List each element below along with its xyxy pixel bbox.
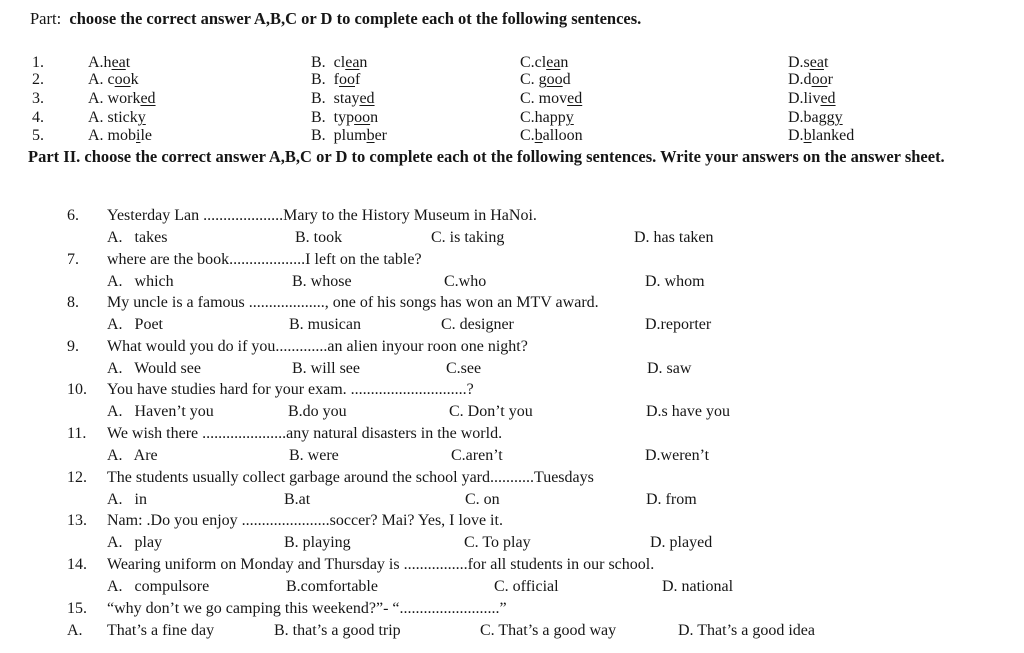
- question-14: [0, 554, 1024, 576]
- option-a: A. Are: [107, 447, 158, 464]
- option-a: A. Would see: [107, 360, 201, 377]
- question-number: 10.: [67, 381, 87, 398]
- option-a: A. play: [107, 534, 163, 551]
- question-13-options: [0, 532, 1024, 554]
- option-a: A. Poet: [107, 316, 163, 333]
- option-d: D.weren’t: [645, 447, 710, 464]
- question-number: 13.: [67, 512, 87, 529]
- option-c: C. on: [465, 491, 500, 508]
- question-number: 14.: [67, 556, 87, 573]
- option-b: B. plumber: [311, 127, 387, 144]
- option-b: B. typoon: [311, 109, 379, 126]
- option-c: C.happy: [520, 109, 574, 126]
- option-d: D.reporter: [645, 316, 712, 333]
- option-b: B. stayed: [311, 90, 375, 107]
- option-a: A. Haven’t you: [107, 403, 214, 420]
- question-text: We wish there .....................any natural disasters in the world.: [107, 425, 503, 442]
- option-c: C. good: [520, 71, 571, 88]
- part1-title: [30, 9, 641, 29]
- question-text: My uncle is a famous ..................., one of his songs has won an MTV award.: [107, 294, 599, 311]
- part1-question-4: [0, 108, 1024, 127]
- question-6: [0, 205, 1024, 227]
- option-c: C. designer: [441, 316, 514, 333]
- option-d: D.seat: [788, 54, 829, 71]
- question-number: 9.: [67, 338, 79, 355]
- question-text: You have studies hard for your exam. .............................?: [107, 381, 474, 398]
- option-c: C. is taking: [431, 229, 505, 246]
- option-d: D.s have you: [646, 403, 730, 420]
- question-number: 5.: [32, 127, 44, 144]
- question-number: 8.: [67, 294, 79, 311]
- part1-title-text: choose the correct answer A,B,C or D to complete each ot the following sentences.: [69, 9, 642, 28]
- option-d: D. played: [650, 534, 713, 551]
- question-number: 4.: [32, 109, 44, 126]
- question-10-options: [0, 401, 1024, 423]
- option-c: C. That’s a good way: [480, 622, 617, 639]
- question-7: [0, 249, 1024, 271]
- option-b: B. foof: [311, 71, 361, 88]
- option-d: D. saw: [647, 360, 692, 377]
- option-d: D. national: [662, 578, 734, 595]
- option-a: A. takes: [107, 229, 168, 246]
- option-a: That’s a fine day: [107, 622, 215, 639]
- option-a: A. cook: [88, 71, 139, 88]
- question-text: The students usually collect garbage around the school yard...........Tuesdays: [107, 469, 594, 486]
- question-11: [0, 423, 1024, 445]
- option-b: B. were: [289, 447, 339, 464]
- option-b: B. took: [295, 229, 343, 246]
- question-text: What would you do if you.............an alien inyour roon one night?: [107, 338, 528, 355]
- question-15-options: [0, 620, 1024, 642]
- option-c: C.balloon: [520, 127, 583, 144]
- option-d: D.lived: [788, 90, 836, 107]
- option-a: A.heat: [88, 54, 131, 71]
- option-a: A. mobile: [88, 127, 152, 144]
- question-number: 2.: [32, 71, 44, 88]
- question-9-options: [0, 358, 1024, 380]
- question-11-options: [0, 445, 1024, 467]
- question-text: Wearing uniform on Monday and Thursday is ................for all students in our school.: [107, 556, 655, 573]
- part1-question-2: [0, 70, 1024, 89]
- question-number: 3.: [32, 90, 44, 107]
- option-c: C.who: [444, 273, 487, 290]
- question-8-options: [0, 314, 1024, 336]
- option-c: C. To play: [464, 534, 531, 551]
- question-text: where are the book...................I left on the table?: [107, 251, 422, 268]
- option-a: A. sticky: [88, 109, 146, 126]
- option-a: A. which: [107, 273, 174, 290]
- question-12-options: [0, 489, 1024, 511]
- question-9: [0, 336, 1024, 358]
- question-8: [0, 292, 1024, 314]
- part1-title-prefix: Part:: [30, 9, 62, 28]
- option-c: C.clean: [520, 54, 569, 71]
- option-b: B.do you: [288, 403, 347, 420]
- question-number: 1.: [32, 54, 44, 71]
- option-c: C.see: [446, 360, 482, 377]
- option-d: D.baggy: [788, 109, 843, 126]
- question-text: Nam: .Do you enjoy ......................soccer? Mai? Yes, I love it.: [107, 512, 503, 529]
- question-number: 6.: [67, 207, 79, 224]
- option-b: B. musican: [289, 316, 361, 333]
- part1-question-5: [0, 126, 1024, 145]
- option-d: D.door: [788, 71, 833, 88]
- option-d: D. That’s a good idea: [678, 622, 816, 639]
- option-a-letter: A.: [67, 622, 83, 639]
- option-c: C. moved: [520, 90, 583, 107]
- question-14-options: [0, 576, 1024, 598]
- option-b: B. whose: [292, 273, 352, 290]
- question-number: 15.: [67, 600, 87, 617]
- part1-question-3: [0, 89, 1024, 108]
- question-number: 12.: [67, 469, 87, 486]
- option-d: D. has taken: [634, 229, 714, 246]
- option-c: C. Don’t you: [449, 403, 533, 420]
- option-b: B. playing: [284, 534, 351, 551]
- option-b: B. clean: [311, 54, 368, 71]
- option-c: C. official: [494, 578, 559, 595]
- option-d: D. whom: [645, 273, 705, 290]
- question-15: [0, 598, 1024, 620]
- option-a: A. worked: [88, 90, 156, 107]
- option-a: A. compulsore: [107, 578, 210, 595]
- option-c: C.aren’t: [451, 447, 503, 464]
- question-7-options: [0, 271, 1024, 293]
- question-text: “why don’t we go camping this weekend?”- “.........................”: [107, 600, 507, 617]
- option-d: D. from: [646, 491, 697, 508]
- question-number: 11.: [67, 425, 87, 442]
- question-13: [0, 510, 1024, 532]
- option-a: A. in: [107, 491, 147, 508]
- option-b: B.comfortable: [286, 578, 378, 595]
- option-d: D.blanked: [788, 127, 855, 144]
- option-b: B. that’s a good trip: [274, 622, 401, 639]
- question-6-options: [0, 227, 1024, 249]
- question-12: [0, 467, 1024, 489]
- part2-title: Part II. choose the correct answer A,B,C or D to complete each ot the following sentences. Write your answers on the answer sheet.: [28, 147, 945, 166]
- option-b: B. will see: [292, 360, 360, 377]
- question-text: Yesterday Lan ....................Mary to the History Museum in HaNoi.: [107, 207, 537, 224]
- question-10: [0, 379, 1024, 401]
- option-b: B.at: [284, 491, 311, 508]
- question-number: 7.: [67, 251, 79, 268]
